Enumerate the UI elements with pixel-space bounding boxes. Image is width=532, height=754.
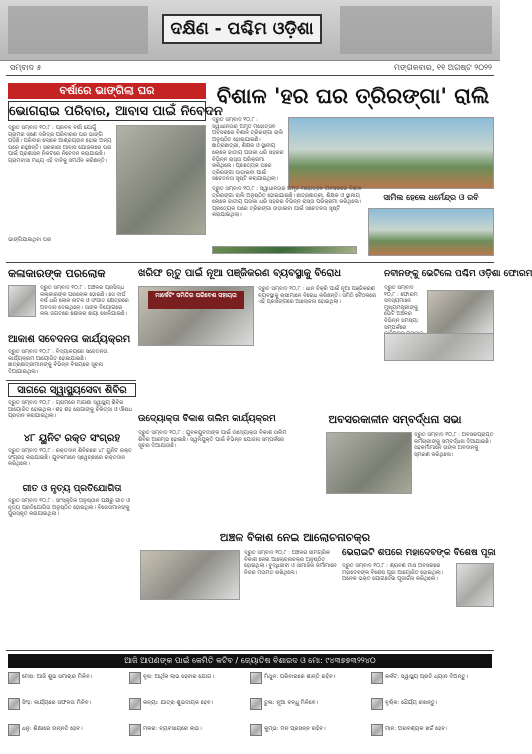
article1-headline: ଭୋଗରାଇ ପରିବାର, ଆବାସ ପାଇଁ ନିବେଦନ xyxy=(8,101,206,121)
article1-caption: ଭାଙ୍ଗିଯାଇଥିବା ଘର xyxy=(8,237,52,243)
article13-headline: ଭେରାଇଟି ଶପରେ ମହାଦେବଙ୍କ ବିଶେଷ ପୂଜା xyxy=(342,548,496,558)
article3-body: ଦ୍ରୁତ ସମ୍ବାଦ ୧୦,୮ : ଅଞ୍ଚଳର ପ୍ରସିଦ୍ଧ କଳାକାରଙ୍କ ପରଲୋକ ହୋଇଛି। ସେ ଦୀର୍ଘ ବର୍ଷ ଧରି ଲୋକ ନାଟକ ଓ ସଂଗୀତ କ୍ଷେତ୍ରରେ ଅବଦାନ ଦେଇଥିଲେ। ତାଙ୍କ ବିୟୋଗରେ କଳା ଜଗତରେ ଶୋକର ଛାୟା ଖେଳିଯାଇଛି। xyxy=(40,285,131,318)
article2-photo-secondary xyxy=(368,208,494,256)
article7-body: ଦ୍ରୁତ ସମ୍ବାଦ ୧୦,୮ : ସାଂସ୍କୃତିକ ଅନୁଷ୍ଠାନ ପକ୍ଷରୁ ଗୀତ ଓ ନୃତ୍ୟ ପ୍ରତିଯୋଗିତା ଅନୁଷ୍ଠିତ ହୋଇଥିଲା। ବିଜେତାମାନଙ୍କୁ ପୁରସ୍କୃତ କରାଯାଇଥିଲା। xyxy=(8,498,132,518)
rule-left-1 xyxy=(6,380,136,381)
horoscope-header: ଆଜି ଆପଣଙ୍କ ପାଇଁ କେମିତି କଟିବ / ଜ୍ୟୋତିଷ ବିଶାରଦ ଓ ମୋ: ୯୪୩୭୭୩୨୨୪୦ xyxy=(8,654,492,668)
masthead-title: ଦକ୍ଷିଣ - ପଶ୍ଚିମ ଓଡ଼ିଶା xyxy=(162,14,322,44)
zodiac-icon xyxy=(371,672,383,684)
article10-body: ଦ୍ରୁତ ସମ୍ବାଦ ୧୦,୮ : ଯୁବକଯୁବତୀଙ୍କ ପାଇଁ ଉଦ୍ୟୋକ୍ତା ବିକାଶ ତାଲିମ ଶିବିର ଆରମ୍ଭ ହୋଇଛି। ସ୍ୱନିଯୁକ୍ତି ପାଇଁ ବିଭିନ୍ନ ଯୋଜନା ସମ୍ପର୍କରେ ସୂଚନା ଦିଆଯାଉଛି। xyxy=(138,430,289,450)
zodiac-icon xyxy=(8,724,20,736)
article12-headline: ଅଞ୍ଚଳ ବିକାଶ ନେଇ ଆଲୋଚନାଚକ୍ର xyxy=(219,531,371,544)
article9-photo-1 xyxy=(427,290,494,334)
horoscope-item: ମକର: ବ୍ୟବସାୟରେ ଲାଭ। xyxy=(143,726,202,732)
top-rule xyxy=(6,75,494,76)
horoscope-item: କନ୍ୟା: ଯାତ୍ରା ଶୁଭଦାୟକ ହେବ। xyxy=(143,700,214,706)
rule-1 xyxy=(6,262,494,263)
article2-body: ଦ୍ରୁତ ସମ୍ବାଦ ୧୦,୮ : ସ୍ୱାଧୀନତାର ଅମୃତ ମହୋତ୍ସବ ଅବସରରେ ବିଶାଳ ତ୍ରିରଙ୍ଗା ରାଲି ଅନୁଷ୍ଠିତ ହୋଇଯାଇଛି। ଛାତ୍ରଛାତ୍ରୀ, ଶିକ୍ଷକ ଓ ସ୍ଥାନୀୟ ଲୋକେ ଜାତୀୟ ପତାକା ଧରି ସହରର ବିଭିନ୍ନ ରାସ୍ତା ପରିକ୍ରମା କରିଥିଲେ। ପ୍ରତ୍ୟେକ ଘରେ ତ୍ରିରଙ୍ଗା ଉଡ଼ାଇବା ପାଇଁ ସଚେତନତା ସୃଷ୍ଟି କରାଯାଇଥିଲା। xyxy=(212,117,286,183)
horoscope-item: ମିଥୁନ: ପରିବାରରେ ଶାନ୍ତି ରହିବ। xyxy=(264,674,336,680)
zodiac-icon xyxy=(129,724,141,736)
masthead-decoration-right xyxy=(340,6,492,54)
horoscope-item: ବୃଷ: ଆର୍ଥିକ ଲାଭ ହେବାର ଯୋଗ। xyxy=(143,674,214,680)
article12-body: ଦ୍ରୁତ ସମ୍ବାଦ ୧୦,୮ : ଅଞ୍ଚଳର ସାମଗ୍ରିକ ବିକାଶ ନେଇ ଆଲୋଚନାଚକ୍ର ଅନୁଷ୍ଠିତ ହୋଇଥିଲା। ବୁଦ୍ଧିଜୀବୀ ଓ ସାମାଜିକ କର୍ମୀମାନେ ନିଜର ମତାମତ ରଖିଥିଲେ। xyxy=(244,550,339,576)
zodiac-icon xyxy=(250,672,262,684)
article1-kicker: ବର୍ଷାରେ ଭାଙ୍ଗିଲା ଘର xyxy=(8,83,206,99)
article9-body: ଦ୍ରୁତ ସମ୍ବାଦ ୧୦,୮ : ଫୋରମ ସଦସ୍ୟମାନେ ମୁଖ୍ୟମନ୍ତ୍ରୀଙ୍କୁ ଭେଟି ଅଞ୍ଚଳର ବିଭିନ୍ନ ସମସ୍ୟା ସମ୍ପର୍କରେ xyxy=(384,285,418,331)
zodiac-icon xyxy=(129,698,141,710)
horoscope-item: ସିଂହ: କାର୍ଯ୍ୟରେ ସଫଳତା ମିଳିବ। xyxy=(22,700,92,706)
masthead-decoration-left xyxy=(8,6,148,54)
article13-photo xyxy=(456,563,494,607)
zodiac-icon xyxy=(250,698,262,710)
article6-headline: ୪୮ ୟୁନିଟ ରକ୍ତ ସଂଗ୍ରହ xyxy=(23,433,121,444)
article9-headline: ନବୀନଙ୍କୁ ଭେଟିଲେ ପଶ୍ଚିମ ଓଡ଼ିଶା ଫୋରମ xyxy=(384,269,532,279)
horoscope-item: କୁମ୍ଭ: ମନ ପ୍ରସନ୍ନ ରହିବ। xyxy=(264,726,326,732)
article1-body: ଦ୍ରୁତ ସମ୍ବାଦ ୧୦,୮ : ପ୍ରବଳ ବର୍ଷା ଯୋଗୁଁ ଗ୍ରାମର ଜଣେ ଦରିଦ୍ର ପରିବାରର ଘର ଭାଙ୍ଗି ପଡ଼ିଛି। ପରିବାର ଲୋକେ ଆଶ୍ରୟହୀନ ହୋଇ ଅନ୍ୟ ଘରେ ରହୁଛନ୍ତି। ସରକାରୀ ଆବାସ ଯୋଜନାରେ ଘର ପାଇଁ ପ୍ରଶାସନ ନିକଟରେ ନିବେଦନ କରାଯାଇଛି। ଗ୍ରାମବାସୀ ମଧ୍ୟ ଏହି ଦାବିକୁ ସମର୍ଥନ କରିଛନ୍ତି। xyxy=(8,125,114,164)
zodiac-icon xyxy=(250,724,262,736)
zodiac-icon xyxy=(371,698,383,710)
article2-headline: ବିଶାଳ 'ହର ଘର ତ୍ରିରଙ୍ଗା' ରାଲି xyxy=(216,84,490,108)
article4-body: ଦ୍ରୁତ ସମ୍ବାଦ ୧୦,୮ : ବିଦ୍ୟାଳୟରେ ସଚେତନତା କାର୍ଯ୍ୟକ୍ରମ ଆୟୋଜିତ ହୋଇଯାଇଛି। ଛାତ୍ରଛାତ୍ରୀମାନଙ୍କୁ ବିଭିନ୍ନ ବିଷୟରେ ସୂଚନା ଦିଆଯାଇଥିଲା। xyxy=(8,349,110,375)
article11-photo xyxy=(326,432,412,494)
zodiac-icon xyxy=(8,698,20,710)
horoscope-item: ତୁଳା: ନୂଆ ବନ୍ଧୁ ମିଳିବେ। xyxy=(264,700,319,706)
article2-body-continued: ଦ୍ରୁତ ସମ୍ବାଦ ୧୦,୮ : ସ୍ୱାଧୀନତାର ଅମୃତ ମହୋତ୍ସବ ଅବସରରେ ବିଶାଳ ତ୍ରିରଙ୍ଗା ରାଲି ଅନୁଷ୍ଠିତ ହୋଇଯାଇଛି। ଛାତ୍ରଛାତ୍ରୀ, ଶିକ୍ଷକ ଓ ସ୍ଥାନୀୟ ଲୋକେ ଜାତୀୟ ପତାକା ଧରି ସହରର ବିଭିନ୍ନ ରାସ୍ତା ପରିକ୍ରମା କରିଥିଲେ। ପ୍ରତ୍ୟେକ ଘରେ ତ୍ରିରଙ୍ଗା ଉଡ଼ାଇବା ପାଇଁ ସଚେତନତା ସୃଷ୍ଟି କରାଯାଇଥିଲା। xyxy=(212,186,364,219)
horoscope-item: ମୀନ: ଅନାବଶ୍ୟକ ଖର୍ଚ୍ଚ ହେବ। xyxy=(385,726,448,732)
zodiac-icon xyxy=(371,724,383,736)
article10-headline: ଉଦ୍ୟୋକ୍ତା ବିକାଶ ତାଲିମ କାର୍ଯ୍ୟକ୍ରମ xyxy=(138,414,276,424)
horoscope-item: ମେଷ: ଆଜି ଶୁଭ ସମାଚାର ମିଳିବ। xyxy=(22,674,93,680)
article8-headline: ଖରିଫ ଋତୁ ପାଇଁ ନୂଆ ପଞ୍ଜିକରଣ ବ୍ୟବସ୍ଥାକୁ ବିରୋଧ xyxy=(138,268,342,279)
horoscope-grid xyxy=(8,672,492,748)
article4-headline: ଆକାଶ ସବେଦନତା କାର୍ଯ୍ୟକ୍ରମ xyxy=(8,334,131,345)
article9-photo-2 xyxy=(384,333,494,361)
issue-date: ମଙ୍ଗଳବାର, ୧୧ ଅଗଷ୍ଟ ୨୦୨୨ xyxy=(393,63,492,72)
rule-footer xyxy=(6,650,494,651)
article13-body: ଦ୍ରୁତ ସମ୍ବାଦ ୧୦,୮ : ଶ୍ରାବଣ ମାସ ଅବସରରେ ମହାଦେବଙ୍କ ବିଶେଷ ପୂଜା ଆୟୋଜିତ ହୋଇଥିଲା। ଅନେକ ଭକ୍ତ ଯୋଗଦେଇ ପୂଜାର୍ଚ୍ଚନା କରିଥିଲେ। xyxy=(342,563,445,583)
article5-headline: ସାଗରେ ସ୍ୱାସ୍ଥ୍ୟସେବା ଶିବିର xyxy=(8,383,136,397)
zodiac-icon xyxy=(8,672,20,684)
page-number: ସମ୍ବାଦ ୫ xyxy=(10,63,42,72)
article6-body: ଦ୍ରୁତ ସମ୍ବାଦ ୧୦,୮ : ରକ୍ତଦାନ ଶିବିରରେ ୪୮ ୟୁନିଟ ରକ୍ତ ସଂଗ୍ରହ କରାଯାଇଛି। ଯୁବକମାନେ ସ୍ୱେଚ୍ଛାରେ ରକ୍ତଦାନ କରିଥିଲେ। xyxy=(8,448,134,468)
article2-photo-caption: ସାମିଲ ହେଲେ ଧର୍ମେନ୍ଦ୍ର ଓ ରବି xyxy=(368,193,494,205)
article2-photo-main xyxy=(288,117,494,189)
article11-body: ଦ୍ରୁତ ସମ୍ବାଦ ୧୦,୮ : ଅବସରପ୍ରାପ୍ତ କର୍ମଚାରୀଙ୍କୁ ସମ୍ବର୍ଦ୍ଧନା ଦିଆଯାଇଛି। ସହକର୍ମୀମାନେ ତାଙ୍କ ଅବଦାନକୁ ସ୍ମରଣ କରିଥିଲେ। xyxy=(414,432,496,458)
article12-photo xyxy=(140,550,240,600)
zodiac-icon xyxy=(129,672,141,684)
article8-body: ଦ୍ରୁତ ସମ୍ବାଦ ୧୦,୮ : ଧାନ ବିକ୍ରି ପାଇଁ ନୂଆ ପଞ୍ଜିକରଣ ବ୍ୟବସ୍ଥାକୁ ଚାଷୀମାନେ ବିରୋଧ କରିଛନ୍ତି। ସମିତି ବୈଠକରେ ଏହି ପ୍ରସଙ୍ଗରେ ଆଲୋଚନା ହୋଇଥିଲା। xyxy=(258,286,378,306)
article2-strip-photo xyxy=(212,246,357,254)
article5-body: ଦ୍ରୁତ ସମ୍ବାଦ ୧୦,୮ : ଗ୍ରାମରେ ମାଗଣା ସ୍ୱାସ୍ଥ୍ୟ ଶିବିର ଆୟୋଜିତ ହୋଇଥିଲା। ଶହ ଶହ ରୋଗୀଙ୍କୁ ଚିକିତ୍ସା ଓ ଔଷଧ ପ୍ରଦାନ କରାଯାଇଥିଲା। xyxy=(8,400,134,420)
artist-photo xyxy=(8,285,36,317)
article7-headline: ଗୀତ ଓ ନୃତ୍ୟ ପ୍ରତିଯୋଗିତା xyxy=(22,484,122,494)
article1-photo xyxy=(116,125,206,235)
article11-headline: ଅବସରକାଳୀନ ସମ୍ବର୍ଦ୍ଧନା ସଭା xyxy=(328,413,462,426)
horoscope-item: କର୍କଟ: ସ୍ୱାସ୍ଥ୍ୟ ପ୍ରତି ଧ୍ୟାନ ଦିଅନ୍ତୁ। xyxy=(385,674,469,680)
article3-headline: କଳାକାରଙ୍କ ପରଲୋକ xyxy=(8,267,106,280)
horoscope-item: ବୃଶ୍ଚିକ: ଧୈର୍ଯ୍ୟ ରଖନ୍ତୁ। xyxy=(385,700,438,706)
article8-banner-text: ମାର୍କେଟିଂ ସମିତିର ପରିବେଶ ସହାୟତା xyxy=(148,291,244,309)
horoscope-item: ଧନୁ: ଶିକ୍ଷାରେ ଉନ୍ନତି ହେବ। xyxy=(22,726,83,732)
